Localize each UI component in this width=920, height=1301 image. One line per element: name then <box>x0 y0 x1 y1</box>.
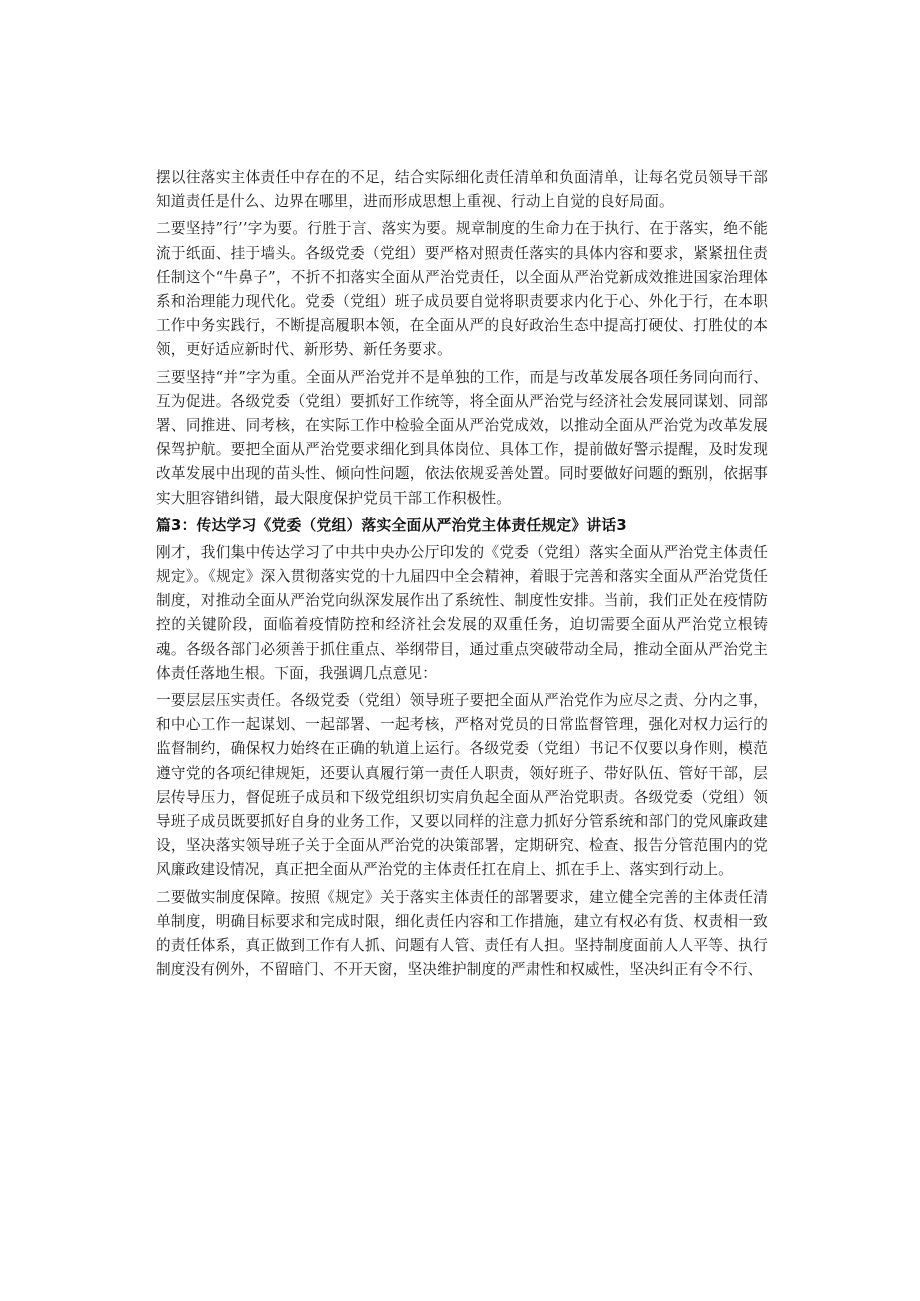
paragraph-continuation: 摆以往落实主体责任中存在的不足，结合实际细化责任清单和负面清单，让每名党员领导干部知道责任是什么、边界在哪里，进而形成思想上重视、行动上自觉的良好局面。 <box>156 169 768 211</box>
document-page <box>156 166 768 986</box>
section-heading: 篇3：传达学习《党委（党组）落实全面从严治党主体责任规定》讲话3 <box>156 516 627 534</box>
paragraph-intro: 刚才，我们集中传达学习了中共中央办公厅印发的《党委（党组）落实全面从严治党主体责任规定》。《规定》深入贯彻落实党的十九届四中全会精神，着眼于完善和落实全面从严治党货任制度，对推动全面从严治党向纵深发展作出了系统性、制度性安排。当前，我们正处在疫情防控的关键阶段，面临着疫情防控和经济社会发展的双重任务，迫切需要全面从严治党立根铸魂。各级各部门必须善于抓住重点、举纲带目，通过重点突破带动全局，推动全面从严治党主体责任落地生根。下面，我强调几点意见： <box>156 543 768 682</box>
paragraph-point-three-bing: 三要坚持“并”字为重。全面从严治党并不是单独的工作，而是与改革发展各项任务同向而行、互为促进。各级党委（党组）要抓好工作统等，将全面从严治党与经济社会发展同谋划、同部署、同推进、同考核，在实际工作中检验全面从严治党成效，以推动全面从严治党为改革发展保驾护航。要把全面从严治党要求细化到具体岗位、具体工作，提前做好警示提醒，及时发现改革发展中出现的苗头性、倾向性问题，依法依规妥善处置。同时要做好问题的甄别，依据事实大胆容错纠错，最大限度保护党员干部工作积极性。 <box>156 368 768 507</box>
paragraph-point-two-system: 二要做实制度保障。按照《规定》关于落实主体责任的部署要求，建立健全完善的主体责任清单制度，明确目标要求和完成时限，细化责任内容和工作措施，建立有权必有货、权责相一致的责任体系，真正做到工作有人抓、问题有人管、责任有人担。坚持制度面前人人平等、执行制度没有例外，不留暗门、不开天窗，坚决维护制度的严肃性和权威性，坚决纠正有令不行、 <box>156 888 768 979</box>
paragraph-point-two-xing: 二要坚持”行’’字为要。行胜于言、落实为要。规章制度的生命力在于执行、在于落实，绝不能流于纸面、挂于墙头。各级党委（党组）要严格对照责任落实的具体内容和要求，紧紧扭住责任制这个“牛鼻子”，不折不扣落实全面从严治党责任，以全面从严治党新成效推进国家治理体系和治理能力现代化。党委（党组）班子成员要自觉将职责要求内化于心、外化于行，在本职工作中务实践行，不断提高履职本领，在全面从严的良好政治生态中提高打硬仗、打胜仗的本领，更好适应新时代、新形势、新任务要求。 <box>156 220 768 359</box>
paragraph-point-one-responsibility: 一要层层压实责任。各级党委（党组）领导班子要把全面从严治党作为应尽之责、分内之事，和中心工作一起谋划、一起部署、一起考核，严格对党员的日常监督管理，强化对权力运行的监督制约，确保权力始终在正确的轨道上运行。各级党委（党组）书记不仅要以身作则，模范遵守党的各项纪律规矩，还要认真履行第一责任人职责，领好班子、带好队伍、管好干部，层层传导压力，督促班子成员和下级党组织切实肩负起全面从严治党职责。各级党委（党组）领导班子成员既要抓好自身的业务工作，又要以同样的注意力抓好分管系统和部门的党风廉政建设，坚决落实领导班子关于全面从严治党的决策部署，定期研究、检查、报告分管范围内的党风廉政建设情况，真正把全面从严治党的主体责任扛在肩上、抓在手上、落实到行动上。 <box>156 692 768 879</box>
